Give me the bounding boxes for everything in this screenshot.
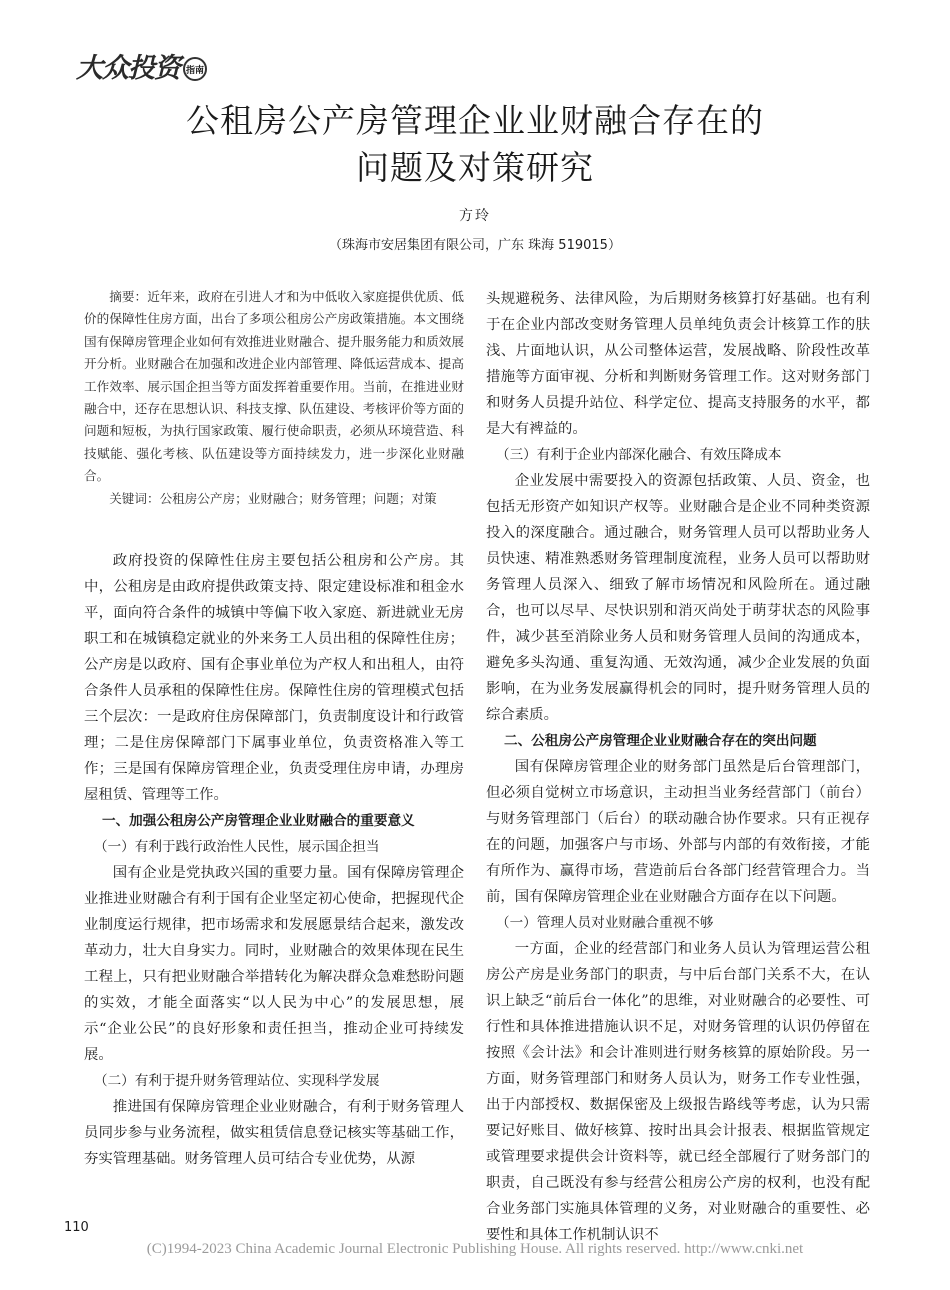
paragraph-1-1: 国有企业是党执政兴国的重要力量。国有保障房管理企业推进业财融合有利于国有企业坚定初心使命，把握现代企业制度运行规律，把市场需求和发展愿景结合起来，激发改革动力，壮大自身实力。同时，业财融合的效果体现在民生工程上，只有把业财融合举措转化为解决群众急难愁盼问题的实效，才能全面落实“以人民为中心”的发展思想，展示“企业公民”的良好形象和责任担当，推动企业可持续发展。 (84, 865, 464, 1064)
copyright-footer: (C)1994-2023 China Academic Journal Electronic Publishing House. All rights reserved. http://www.cnki.net (146, 1241, 804, 1257)
author: 方玲 (459, 208, 491, 224)
logo-badge: 指南 (183, 57, 207, 81)
subsection-heading-1-1: （一）有利于践行政治性人民性，展示国企担当 (94, 839, 380, 856)
paragraph-1-3: 企业发展中需要投入的资源包括政策、人员、资金，也包括无形资产如知识产权等。业财融合是企业不同种类资源投入的深度融合。通过融合，财务管理人员可以帮助业务人员快速、精准熟悉财务管理制度流程，业务人员可以帮助财务管理人员深入、细致了解市场情况和风险所在。通过融合，也可以尽早、尽快识别和消灭尚处于萌芽状态的风险事件，减少甚至消除业务人员和财务管理人员间的沟通成本，避免多头沟通、重复沟通、无效沟通，减少企业发展的负面影响，在为业务发展赢得机会的同时，提升财务管理人员的综合素质。 (486, 473, 870, 723)
logo-text: 大众投资 (76, 53, 180, 84)
article-title-line-1: 公租房公产房管理企业业财融合存在的 (186, 101, 764, 140)
article-title-line-2: 问题及对策研究 (356, 148, 594, 187)
keywords: 关键词：公租房公产房；业财融合；财务管理；问题；对策 (109, 490, 437, 506)
section-heading-1: 一、加强公租房公产房管理企业业财融合的重要意义 (102, 813, 415, 830)
right-column (486, 286, 870, 1248)
section-gap (84, 510, 464, 548)
subsection-heading-1-3: （三）有利于企业内部深化融合、有效压降成本 (496, 447, 782, 463)
paragraph-1-2: 推进国有保障房管理企业业财融合，有利于财务管理人员同步参与业务流程，做实租赁信息登记核实等基础工作，夯实管理基础。财务管理人员可结合专业优势，从源 (84, 1099, 464, 1168)
paragraph-2: 国有保障房管理企业的财务部门虽然是后台管理部门，但必须自觉树立市场意识，主动担当业务经营部门（前台）与财务管理部门（后台）的联动融合协作要求。只有正视存在的问题，加强客户与市场、外部与内部的有效衔接，才能有所作为、赢得市场，营造前后台各部门经营管理合力。当前，国有保障房管理企业在业财融合方面存在以下问题。 (486, 759, 870, 905)
left-column (84, 286, 464, 1172)
page-number: 110 (64, 1220, 89, 1235)
paragraph-2-1: 一方面，企业的经营部门和业务人员认为管理运营公租房公产房是业务部门的职责，与中后台部门关系不大，在认识上缺乏“前后台一体化”的思维，对业财融合的必要性、可行性和具体推进措施认识不足，对财务管理的认识仍停留在按照《会计法》和会计准则进行财务核算的原始阶段。另一方面，财务管理部门和财务人员认为，财务工作专业性强，出于内部授权、数据保密及上级报告路线等考虑，认为只需要记好账目、做好核算、按时出具会计报表、根据监管规定或管理要求提供会计资料等，就已经全部履行了财务部门的职责，自己既没有参与经营公租房公产房的权利，也没有配合业务部门实施具体管理的义务，对业财融合的重要性、必要性和具体工作机制认识不 (486, 941, 870, 1243)
abstract: 摘要：近年来，政府在引进人才和为中低收入家庭提供优质、低价的保障性住房方面，出台了多项公租房公产房政策措施。本文围绕国有保障房管理企业如何有效推进业财融合、提升服务能力和质效展开分析。业财融合在加强和改进企业内部管理、降低运营成本、提高工作效率、展示国企担当等方面发挥着重要作用。当前，在推进业财融合中，还存在思想认识、科技支撑、队伍建设、考核评价等方面的问题和短板，为执行国家政策、履行使命职责，必须从环境营造、科技赋能、强化考核、队伍建设等方面持续发力，进一步深化业财融合。 (84, 289, 464, 484)
section-heading-2: 二、公租房公产房管理企业业财融合存在的突出问题 (504, 733, 817, 749)
journal-logo (76, 46, 207, 85)
subsection-heading-1-2: （二）有利于提升财务管理站位、实现科学发展 (94, 1073, 380, 1090)
paragraph-1-2-continued: 头规避税务、法律风险，为后期财务核算打好基础。也有利于在企业内部改变财务管理人员单纯负责会计核算工作的肤浅、片面地认识，从公司整体运营，发展战略、阶段性改革措施等方面审视、分析和判断财务管理工作。这对财务部门和财务人员提升站位、科学定位、提高支持服务的水平，都是大有裨益的。 (486, 291, 870, 437)
subsection-heading-2-1: （一）管理人员对业财融合重视不够 (496, 915, 714, 931)
affiliation: （珠海市安居集团有限公司，广东 珠海 519015） (329, 238, 621, 253)
intro-paragraph: 政府投资的保障性住房主要包括公租房和公产房。其中，公租房是由政府提供政策支持、限定建设标准和租金水平，面向符合条件的城镇中等偏下收入家庭、新进就业无房职工和在城镇稳定就业的外来务工人员出租的保障性住房；公产房是以政府、国有企事业单位为产权人和出租人，由符合条件人员承租的保障性住房。保障性住房的管理模式包括三个层次：一是政府住房保障部门，负责制度设计和行政管理；二是住房保障部门下属事业单位，负责资格准入等工作；三是国有保障房管理企业，负责受理住房申请，办理房屋租赁、管理等工作。 (84, 553, 464, 804)
